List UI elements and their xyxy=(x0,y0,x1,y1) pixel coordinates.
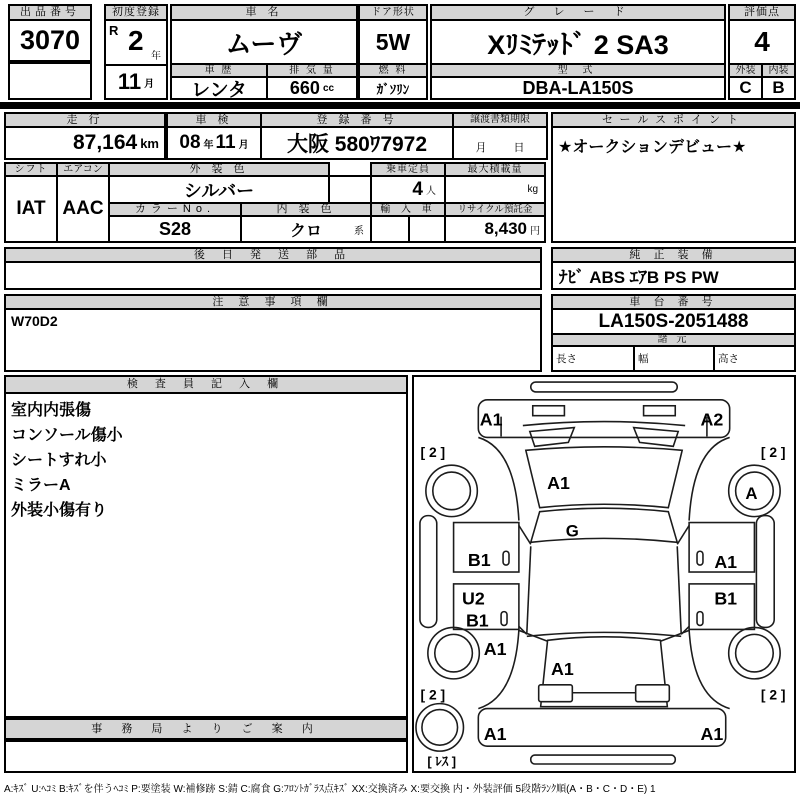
import-car-divider xyxy=(408,217,410,241)
rear-bumper-strip xyxy=(531,755,675,764)
first-registration-label: 初度登録 xyxy=(106,6,166,21)
history-value: レンタ xyxy=(172,78,268,98)
door-handle-rear-left xyxy=(501,612,507,626)
capacity-unit: 人 xyxy=(426,186,436,197)
transfer-month-label: 月 xyxy=(475,142,487,154)
displacement-label: 排 気 量 xyxy=(268,65,356,78)
recycle-amount: 8,430 xyxy=(484,219,527,238)
later-parts-value xyxy=(6,263,540,288)
genuine-equipment-value: ﾅﾋﾞ ABS ｴｱB PS PW xyxy=(559,268,719,287)
fuel-label: 燃 料 xyxy=(360,65,426,78)
door-shape-cell xyxy=(358,4,428,100)
damage-label-left-quarter: A1 xyxy=(483,639,507,660)
interior-color-value xyxy=(240,215,372,243)
side-sill-left xyxy=(420,516,437,628)
spare-tire-circle xyxy=(416,704,464,752)
aircon-label: エアコン xyxy=(58,164,108,177)
sales-point-label: セールスポイント xyxy=(553,114,794,128)
capacity-number: 4 xyxy=(412,178,423,200)
transfer-deadline-label: 譲渡書類期限 xyxy=(454,114,546,128)
specs-label: 諸 元 xyxy=(553,335,794,347)
sales-point-cell xyxy=(551,112,796,243)
wheel-front-left-inner xyxy=(433,472,471,510)
rear-bumper xyxy=(478,709,725,747)
damage-label-hood: A1 xyxy=(547,472,570,493)
exterior-grade: C xyxy=(730,78,763,98)
inspection-month-unit: 月 xyxy=(238,139,249,151)
max-load-value xyxy=(444,175,546,204)
damage-label-front-right-wheel-bracket: [ 2 ] xyxy=(760,444,786,461)
damage-label-left-rear-door-lower: B1 xyxy=(465,610,489,631)
inspector-note: 外装小傷有り xyxy=(11,502,108,519)
score-cell xyxy=(728,4,796,100)
inspection-year: 08 xyxy=(179,132,201,153)
interior-color-name: クロ xyxy=(289,222,322,240)
inspection-year-unit: 年 xyxy=(203,139,214,151)
mileage-value: 87,164 xyxy=(72,131,138,154)
transfer-deadline-cell xyxy=(452,112,548,160)
damage-label-left-front-door: B1 xyxy=(467,550,491,571)
score-value: 4 xyxy=(730,21,794,65)
color-no-label: カラーNo. xyxy=(108,202,242,217)
import-car-label: 輸 入 車 xyxy=(370,202,446,217)
damage-code-legend: A:ｷｽﾞ U:ﾍｺﾐ B:ｷｽﾞを伴うﾍｺﾐ P:要塗装 W:補修跡 S:錆 C:腐食 G:ﾌﾛﾝﾄｶﾞﾗｽ点ｷｽﾞ XX:交換済み X:要交換 内・外装評価 5段階ﾗﾝｸ順(A・B・C・D・E) 1 xyxy=(4,784,656,795)
damage-label-left-rear-door-upper: U2 xyxy=(461,588,485,609)
capacity-value xyxy=(370,175,446,204)
damage-label-front-left-wheel-bracket: [ 2 ] xyxy=(420,444,446,461)
caution-value: W70D2 xyxy=(11,313,58,329)
fender-line-front-left xyxy=(478,437,519,520)
caution-cell xyxy=(4,294,542,372)
inspector-note: 室内内張傷 xyxy=(11,402,92,419)
mileage-cell xyxy=(4,112,166,160)
first-reg-month: 11 xyxy=(117,69,142,94)
aircon-value: AAC xyxy=(62,198,104,219)
recycle-label: リサイクル預託金 xyxy=(444,202,546,217)
roof-edge-right xyxy=(677,546,681,633)
capacity-label: 乗車定員 xyxy=(370,162,446,177)
damage-label-rear-bumper-left: A1 xyxy=(483,724,507,745)
displacement-unit: cc xyxy=(322,82,335,94)
transfer-deadline-value xyxy=(454,128,546,158)
exterior-color-label: 外 装 色 xyxy=(108,162,330,177)
damage-label-right-rear-door: B1 xyxy=(714,588,738,609)
displacement-number: 660 xyxy=(289,77,320,98)
windshield-glass xyxy=(531,508,677,542)
sales-point-value: ★オークションデビュー★ xyxy=(558,139,747,156)
shift-cell xyxy=(4,162,58,243)
registration-number-value: 大阪 580ﾜ7972 xyxy=(286,133,428,156)
fender-line-rear-right xyxy=(689,629,730,708)
door-handle-front-right xyxy=(697,551,703,565)
damage-label-front-right-wheel: A xyxy=(745,483,758,503)
damage-label-windshield: G xyxy=(565,521,579,541)
inspector-note: ミラーA xyxy=(11,477,71,494)
history-label: 車 歴 xyxy=(172,65,268,78)
interior-label: 内装 xyxy=(763,65,794,78)
month-unit: 月 xyxy=(144,78,155,90)
fuel-value: ｶﾞｿﾘﾝ xyxy=(376,81,410,97)
roof-rear-arc xyxy=(527,632,681,636)
genuine-equipment-label: 純 正 装 備 xyxy=(553,249,794,263)
import-car-value xyxy=(370,215,446,243)
inspection-value xyxy=(168,128,260,158)
mileage-label: 走 行 xyxy=(6,114,164,128)
grade-value: Xﾘﾐﾃｯﾄﾞ 2 SA3 xyxy=(432,21,724,65)
exterior-label: 外装 xyxy=(730,65,763,78)
damage-label-rear-gate: A1 xyxy=(551,658,574,679)
lot-number-cell xyxy=(8,4,92,62)
damage-label-spare-tire: [ ﾚｽ ] xyxy=(427,753,456,769)
max-load-unit: kg xyxy=(527,184,538,195)
door-shape-label: ドア形状 xyxy=(360,6,426,21)
car-name-cell xyxy=(170,4,358,100)
headlight-right xyxy=(644,406,676,416)
door-shape-value: 5W xyxy=(360,21,426,65)
spec-height-label: 高さ xyxy=(718,353,739,365)
inspector-note: シートすれ小 xyxy=(11,452,107,469)
damage-label-rear-right-wheel-bracket: [ 2 ] xyxy=(760,686,786,703)
inspector-notes-cell xyxy=(4,375,408,718)
model-code-value: DBA-LA150S xyxy=(522,77,634,98)
interior-color-label: 内 装 色 xyxy=(240,202,372,217)
lot-empty-cell xyxy=(8,62,92,100)
front-panel xyxy=(478,400,729,438)
score-label: 評価点 xyxy=(730,6,794,21)
office-notice-label: 事 務 局 よ り ご 案 内 xyxy=(4,718,408,740)
era-code: R xyxy=(109,23,119,38)
interior-color-suffix: 系 xyxy=(354,226,364,237)
shift-value: IAT xyxy=(16,198,46,219)
spec-width-label: 幅 xyxy=(635,347,715,370)
later-parts-label: 後 日 発 送 部 品 xyxy=(6,249,540,263)
tail-light-right xyxy=(636,685,670,702)
office-notice-value xyxy=(4,740,408,773)
headlight-left xyxy=(533,406,565,416)
lot-number-label: 出品番号 xyxy=(10,6,90,21)
first-reg-year: 2 xyxy=(128,25,144,56)
aircon-cell xyxy=(56,162,110,243)
roof-edge-left xyxy=(527,546,531,633)
damage-label-front-right-panel: A2 xyxy=(700,409,724,430)
gate-line-right xyxy=(660,630,689,641)
year-unit: 年 xyxy=(151,51,161,62)
lot-number-value: 3070 xyxy=(19,25,81,55)
inspection-month: 11 xyxy=(215,132,236,153)
door-handle-rear-right xyxy=(697,612,703,626)
model-code-label: 型 式 xyxy=(432,65,724,78)
first-reg-month-row xyxy=(106,66,166,98)
displacement-value xyxy=(268,78,356,98)
pillar-line-a-right xyxy=(677,526,689,545)
spec-length-label: 長さ xyxy=(553,347,635,370)
interior-grade: B xyxy=(772,78,785,97)
car-outline-drawing xyxy=(414,377,794,771)
recycle-value xyxy=(444,215,546,243)
mileage-unit: km xyxy=(140,135,159,151)
recycle-unit: 円 xyxy=(530,225,540,237)
chassis-number-label: 車 台 番 号 xyxy=(553,296,794,310)
door-handle-front-left xyxy=(503,551,509,565)
section-divider-bar xyxy=(0,102,800,109)
registration-number-cell xyxy=(260,112,454,160)
car-name-label: 車 名 xyxy=(172,6,356,21)
chassis-number-cell xyxy=(551,294,796,372)
gate-line-left xyxy=(519,630,548,641)
transfer-day-label: 日 xyxy=(513,142,525,154)
cowl-arc xyxy=(523,422,685,426)
max-load-label: 最大積載量 xyxy=(444,162,546,177)
grade-label: グ レ ー ド xyxy=(432,6,724,21)
tail-light-left xyxy=(539,685,573,702)
front-bumper-strip xyxy=(531,382,677,392)
damage-label-front-left-panel: A1 xyxy=(479,409,503,430)
genuine-equipment-cell xyxy=(551,247,796,290)
pillar-line-a-left xyxy=(519,526,531,545)
color-no-value: S28 xyxy=(108,215,242,243)
registration-number-label: 登 録 番 号 xyxy=(262,114,452,128)
side-sill-right xyxy=(756,516,774,628)
damage-label-rear-left-wheel-bracket: [ 2 ] xyxy=(420,686,446,703)
car-name-value: ムーヴ xyxy=(172,21,356,65)
damage-label-right-front-door: A1 xyxy=(714,552,738,573)
damage-diagram xyxy=(412,375,796,773)
caution-label: 注 意 事 項 欄 xyxy=(6,296,540,310)
inspector-note: コンソール傷小 xyxy=(11,427,123,444)
chassis-number-value: LA150S-2051488 xyxy=(553,310,794,335)
first-registration-cell xyxy=(104,4,168,100)
inspection-label: 車 検 xyxy=(168,114,260,128)
spare-tire-circle-inner xyxy=(422,710,458,746)
fender-line-front-right xyxy=(689,437,730,520)
exterior-color-value: シルバー xyxy=(108,175,330,204)
damage-label-rear-bumper-right: A1 xyxy=(700,724,724,745)
later-parts-cell xyxy=(4,247,542,290)
mileage-value-row xyxy=(6,128,164,158)
inspector-notes-label: 検 査 員 記 入 欄 xyxy=(6,377,406,394)
inspection-cell xyxy=(166,112,262,160)
grade-cell xyxy=(430,4,726,100)
shift-label: シフト xyxy=(6,164,56,177)
color-change-cell xyxy=(328,175,372,204)
wheel-rear-left-inner xyxy=(435,634,473,672)
wheel-rear-right-inner xyxy=(736,634,774,672)
